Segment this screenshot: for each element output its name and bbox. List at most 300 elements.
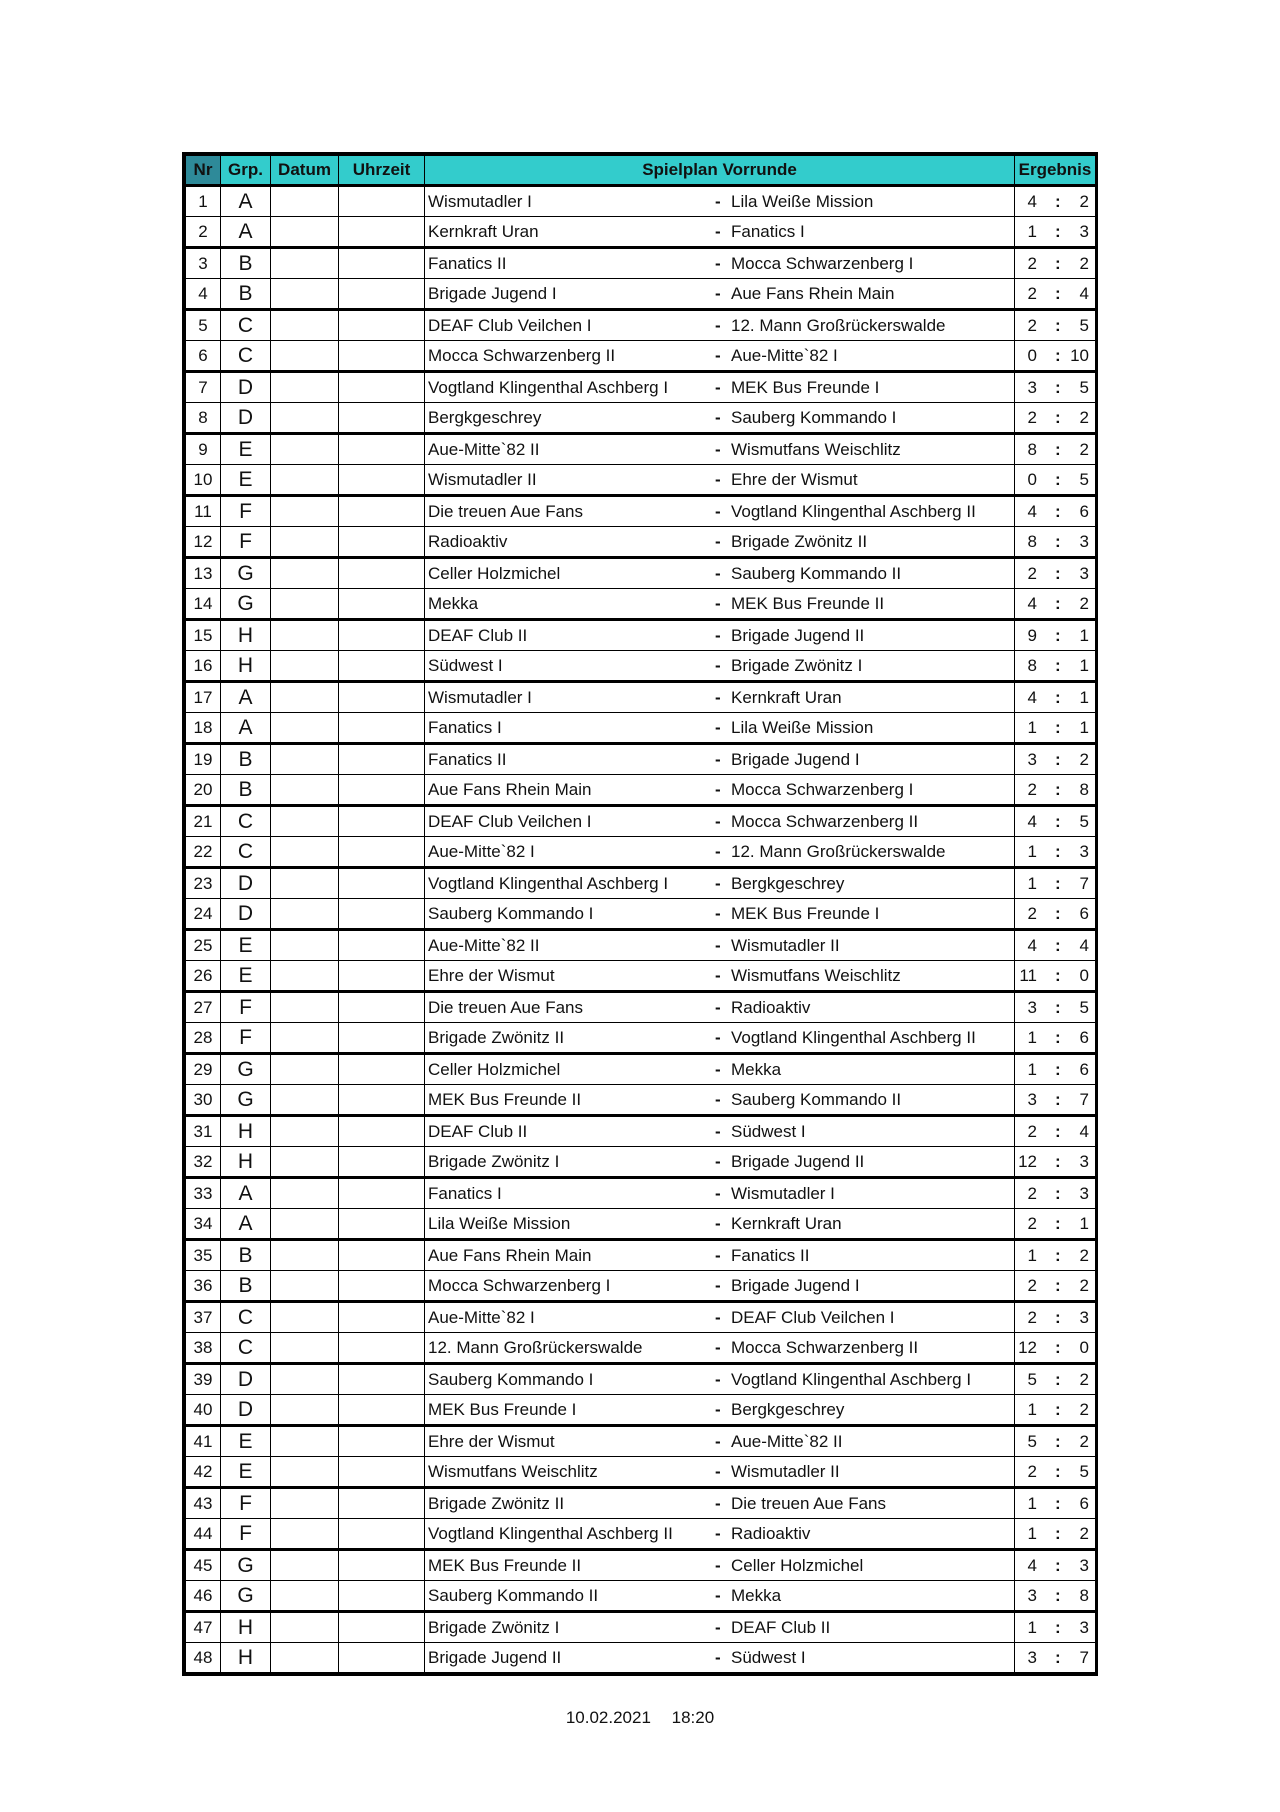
cell-nr: 40	[186, 1395, 221, 1426]
match-separator: -	[715, 1555, 721, 1575]
table-row	[186, 620, 1096, 651]
match-separator: -	[715, 935, 721, 955]
cell-nr: 7	[186, 372, 221, 403]
score-away: 4	[1079, 935, 1089, 955]
cell-match	[425, 1209, 1015, 1240]
cell-uhrzeit	[339, 837, 425, 868]
cell-result	[1015, 279, 1096, 310]
cell-datum	[271, 837, 339, 868]
cell-nr: 6	[186, 341, 221, 372]
score-away: 5	[1079, 811, 1089, 831]
score-home: 12	[1018, 1337, 1037, 1357]
cell-datum	[271, 279, 339, 310]
score-home: 2	[1027, 1213, 1037, 1233]
cell-result	[1015, 1116, 1096, 1147]
match-separator: -	[715, 811, 721, 831]
table-row	[186, 1271, 1096, 1302]
cell-uhrzeit	[339, 1085, 425, 1116]
away-team: Brigade Jugend II	[731, 1151, 865, 1171]
cell-datum	[271, 1209, 339, 1240]
cell-nr: 45	[186, 1550, 221, 1581]
score-away: 2	[1079, 253, 1089, 273]
cell-group: E	[221, 465, 271, 496]
cell-datum	[271, 1581, 339, 1612]
cell-result	[1015, 1457, 1096, 1488]
cell-nr: 41	[186, 1426, 221, 1457]
match-separator: -	[715, 1647, 721, 1667]
score-separator: :	[1055, 1275, 1061, 1295]
cell-result	[1015, 1364, 1096, 1395]
score-away: 1	[1079, 1213, 1089, 1233]
home-team: Aue Fans Rhein Main	[428, 779, 592, 799]
away-team: Sauberg Kommando I	[731, 407, 897, 427]
home-team: Brigade Zwönitz II	[428, 1493, 565, 1513]
cell-match	[425, 868, 1015, 899]
home-team: Vogtland Klingenthal Aschberg II	[428, 1523, 673, 1543]
match-separator: -	[715, 315, 721, 335]
table-row	[186, 1333, 1096, 1364]
cell-uhrzeit	[339, 589, 425, 620]
table-row	[186, 682, 1096, 713]
score-separator: :	[1055, 501, 1061, 521]
match-separator: -	[715, 1337, 721, 1357]
cell-match	[425, 1643, 1015, 1673]
away-team: Wismutadler I	[731, 1183, 835, 1203]
home-team: Mocca Schwarzenberg II	[428, 345, 616, 365]
cell-match	[425, 930, 1015, 961]
score-separator: :	[1055, 1461, 1061, 1481]
cell-match	[425, 1054, 1015, 1085]
home-team: Wismutadler I	[428, 687, 532, 707]
table-row	[186, 961, 1096, 992]
cell-result	[1015, 527, 1096, 558]
cell-datum	[271, 1054, 339, 1085]
score-away: 3	[1079, 563, 1089, 583]
home-team: Kernkraft Uran	[428, 221, 539, 241]
score-home: 1	[1027, 873, 1037, 893]
home-team: Aue-Mitte`82 II	[428, 935, 540, 955]
table-row	[186, 1302, 1096, 1333]
cell-nr: 44	[186, 1519, 221, 1550]
cell-datum	[271, 372, 339, 403]
cell-group: F	[221, 1488, 271, 1519]
cell-match	[425, 1333, 1015, 1364]
home-team: Aue-Mitte`82 I	[428, 841, 535, 861]
cell-group: E	[221, 434, 271, 465]
cell-match	[425, 1488, 1015, 1519]
score-separator: :	[1055, 1121, 1061, 1141]
cell-nr: 38	[186, 1333, 221, 1364]
score-separator: :	[1055, 1183, 1061, 1203]
home-team: Bergkgeschrey	[428, 407, 542, 427]
score-separator: :	[1055, 1493, 1061, 1513]
cell-group: F	[221, 992, 271, 1023]
match-separator: -	[715, 501, 721, 521]
home-team: 12. Mann Großrückerswalde	[428, 1337, 643, 1357]
home-team: Sauberg Kommando II	[428, 1585, 599, 1605]
home-team: DEAF Club II	[428, 625, 528, 645]
home-team: Aue Fans Rhein Main	[428, 1245, 592, 1265]
cell-group: A	[221, 186, 271, 217]
cell-uhrzeit	[339, 558, 425, 589]
score-home: 2	[1027, 253, 1037, 273]
home-team: MEK Bus Freunde II	[428, 1555, 582, 1575]
away-team: Fanatics II	[731, 1245, 810, 1265]
away-team: Bergkgeschrey	[731, 873, 845, 893]
cell-result	[1015, 310, 1096, 341]
cell-nr: 47	[186, 1612, 221, 1643]
cell-result	[1015, 1023, 1096, 1054]
table-row	[186, 713, 1096, 744]
cell-uhrzeit	[339, 1488, 425, 1519]
cell-uhrzeit	[339, 403, 425, 434]
table-row	[186, 868, 1096, 899]
cell-group: H	[221, 1147, 271, 1178]
score-away: 5	[1079, 377, 1089, 397]
score-home: 4	[1027, 935, 1037, 955]
cell-uhrzeit	[339, 1581, 425, 1612]
score-away: 0	[1079, 965, 1089, 985]
score-away: 2	[1079, 1399, 1089, 1419]
cell-nr: 5	[186, 310, 221, 341]
cell-result	[1015, 1240, 1096, 1271]
cell-datum	[271, 775, 339, 806]
score-away: 4	[1079, 283, 1089, 303]
cell-group: B	[221, 775, 271, 806]
score-home: 11	[1019, 965, 1037, 985]
cell-datum	[271, 1643, 339, 1673]
home-team: Mocca Schwarzenberg I	[428, 1275, 611, 1295]
cell-result	[1015, 930, 1096, 961]
cell-datum	[271, 992, 339, 1023]
cell-group: B	[221, 1240, 271, 1271]
score-home: 3	[1027, 1089, 1037, 1109]
cell-nr: 16	[186, 651, 221, 682]
cell-group: H	[221, 651, 271, 682]
footer-time: 18:20	[671, 1708, 715, 1727]
table-row	[186, 558, 1096, 589]
score-away: 5	[1079, 469, 1089, 489]
cell-result	[1015, 992, 1096, 1023]
match-separator: -	[715, 1059, 721, 1079]
score-away: 3	[1079, 1307, 1089, 1327]
score-away: 1	[1079, 717, 1089, 737]
home-team: Ehre der Wismut	[428, 1431, 555, 1451]
cell-nr: 20	[186, 775, 221, 806]
cell-group: G	[221, 1054, 271, 1085]
away-team: DEAF Club Veilchen I	[731, 1307, 895, 1327]
cell-nr: 39	[186, 1364, 221, 1395]
score-away: 2	[1079, 593, 1089, 613]
cell-uhrzeit	[339, 868, 425, 899]
away-team: 12. Mann Großrückerswalde	[731, 841, 946, 861]
match-separator: -	[715, 625, 721, 645]
cell-match	[425, 1271, 1015, 1302]
table-row	[186, 217, 1096, 248]
score-away: 3	[1079, 841, 1089, 861]
table-row	[186, 1550, 1096, 1581]
score-away: 5	[1079, 1461, 1089, 1481]
table-row	[186, 775, 1096, 806]
cell-datum	[271, 1116, 339, 1147]
home-team: Ehre der Wismut	[428, 965, 555, 985]
score-home: 1	[1027, 1523, 1037, 1543]
away-team: Mocca Schwarzenberg I	[731, 253, 914, 273]
match-separator: -	[715, 1121, 721, 1141]
cell-match	[425, 248, 1015, 279]
score-away: 3	[1079, 221, 1089, 241]
cell-nr: 23	[186, 868, 221, 899]
cell-datum	[271, 1023, 339, 1054]
cell-datum	[271, 527, 339, 558]
cell-nr: 2	[186, 217, 221, 248]
score-separator: :	[1055, 1431, 1061, 1451]
score-separator: :	[1055, 965, 1061, 985]
home-team: DEAF Club II	[428, 1121, 528, 1141]
cell-result	[1015, 1519, 1096, 1550]
match-separator: -	[715, 779, 721, 799]
cell-uhrzeit	[339, 465, 425, 496]
table-row	[186, 589, 1096, 620]
cell-group: G	[221, 1085, 271, 1116]
table-row	[186, 279, 1096, 310]
table-row	[186, 341, 1096, 372]
cell-datum	[271, 1147, 339, 1178]
cell-group: D	[221, 1395, 271, 1426]
away-team: Vogtland Klingenthal Aschberg I	[731, 1369, 972, 1389]
schedule-table	[185, 155, 1096, 1673]
away-team: Kernkraft Uran	[731, 1213, 842, 1233]
score-home: 3	[1027, 1647, 1037, 1667]
cell-match	[425, 1023, 1015, 1054]
cell-group: H	[221, 1116, 271, 1147]
cell-group: A	[221, 713, 271, 744]
score-home: 4	[1027, 501, 1037, 521]
table-row	[186, 1364, 1096, 1395]
score-home: 1	[1027, 1493, 1037, 1513]
header-title: Spielplan Vorrunde	[425, 156, 1015, 186]
cell-uhrzeit	[339, 1550, 425, 1581]
score-separator: :	[1055, 1337, 1061, 1357]
cell-nr: 30	[186, 1085, 221, 1116]
cell-match	[425, 1581, 1015, 1612]
away-team: Wismutfans Weischlitz	[731, 439, 901, 459]
score-away: 2	[1079, 1523, 1089, 1543]
match-separator: -	[715, 1275, 721, 1295]
cell-datum	[271, 806, 339, 837]
cell-group: C	[221, 837, 271, 868]
header-datum: Datum	[271, 156, 339, 186]
score-away: 8	[1079, 779, 1089, 799]
cell-match	[425, 279, 1015, 310]
footer-date: 10.02.2021	[565, 1708, 651, 1727]
cell-nr: 8	[186, 403, 221, 434]
score-separator: :	[1055, 811, 1061, 831]
cell-nr: 42	[186, 1457, 221, 1488]
cell-group: E	[221, 961, 271, 992]
cell-match	[425, 434, 1015, 465]
cell-datum	[271, 1488, 339, 1519]
score-separator: :	[1055, 687, 1061, 707]
score-home: 1	[1027, 1617, 1037, 1637]
cell-group: D	[221, 1364, 271, 1395]
cell-nr: 9	[186, 434, 221, 465]
cell-match	[425, 1302, 1015, 1333]
cell-uhrzeit	[339, 775, 425, 806]
cell-group: A	[221, 217, 271, 248]
cell-match	[425, 1085, 1015, 1116]
cell-datum	[271, 1612, 339, 1643]
cell-result	[1015, 434, 1096, 465]
cell-result	[1015, 1209, 1096, 1240]
cell-group: H	[221, 1612, 271, 1643]
score-separator: :	[1055, 191, 1061, 211]
cell-match	[425, 310, 1015, 341]
home-team: Wismutadler II	[428, 469, 537, 489]
cell-datum	[271, 1271, 339, 1302]
cell-uhrzeit	[339, 279, 425, 310]
home-team: Celler Holzmichel	[428, 1059, 561, 1079]
match-separator: -	[715, 531, 721, 551]
cell-uhrzeit	[339, 961, 425, 992]
home-team: Lila Weiße Mission	[428, 1213, 571, 1233]
cell-uhrzeit	[339, 1116, 425, 1147]
score-away: 3	[1079, 531, 1089, 551]
table-row	[186, 465, 1096, 496]
score-separator: :	[1055, 717, 1061, 737]
table-row	[186, 1643, 1096, 1673]
table-row	[186, 806, 1096, 837]
away-team: Mocca Schwarzenberg I	[731, 779, 914, 799]
cell-match	[425, 1519, 1015, 1550]
cell-nr: 15	[186, 620, 221, 651]
table-row	[186, 1023, 1096, 1054]
cell-result	[1015, 1333, 1096, 1364]
cell-datum	[271, 651, 339, 682]
cell-result	[1015, 775, 1096, 806]
cell-match	[425, 992, 1015, 1023]
score-away: 7	[1079, 1089, 1089, 1109]
score-home: 4	[1027, 811, 1037, 831]
table-row	[186, 992, 1096, 1023]
score-away: 3	[1079, 1555, 1089, 1575]
cell-nr: 24	[186, 899, 221, 930]
home-team: MEK Bus Freunde II	[428, 1089, 582, 1109]
table-row	[186, 434, 1096, 465]
score-away: 3	[1079, 1617, 1089, 1637]
cell-group: B	[221, 1271, 271, 1302]
score-away: 3	[1079, 1151, 1089, 1171]
cell-datum	[271, 1519, 339, 1550]
cell-match	[425, 186, 1015, 217]
score-home: 2	[1027, 1275, 1037, 1295]
score-home: 3	[1027, 377, 1037, 397]
away-team: Sauberg Kommando II	[731, 563, 902, 583]
cell-nr: 31	[186, 1116, 221, 1147]
table-row	[186, 1209, 1096, 1240]
cell-uhrzeit	[339, 1271, 425, 1302]
away-team: Aue-Mitte`82 II	[731, 1431, 843, 1451]
cell-result	[1015, 186, 1096, 217]
score-home: 1	[1027, 841, 1037, 861]
home-team: Sauberg Kommando I	[428, 903, 594, 923]
cell-result	[1015, 589, 1096, 620]
cell-result	[1015, 372, 1096, 403]
away-team: Wismutadler II	[731, 1461, 840, 1481]
cell-result	[1015, 217, 1096, 248]
home-team: MEK Bus Freunde I	[428, 1399, 577, 1419]
cell-datum	[271, 1395, 339, 1426]
home-team: DEAF Club Veilchen I	[428, 315, 592, 335]
score-separator: :	[1055, 531, 1061, 551]
score-home: 5	[1027, 1431, 1037, 1451]
away-team: MEK Bus Freunde II	[731, 593, 885, 613]
away-team: MEK Bus Freunde I	[731, 377, 880, 397]
cell-uhrzeit	[339, 1302, 425, 1333]
cell-match	[425, 899, 1015, 930]
cell-datum	[271, 1457, 339, 1488]
cell-nr: 43	[186, 1488, 221, 1519]
home-team: Aue-Mitte`82 II	[428, 439, 540, 459]
score-home: 4	[1027, 687, 1037, 707]
cell-result	[1015, 1488, 1096, 1519]
away-team: 12. Mann Großrückerswalde	[731, 315, 946, 335]
match-separator: -	[715, 997, 721, 1017]
score-away: 6	[1079, 1493, 1089, 1513]
home-team: Die treuen Aue Fans	[428, 997, 583, 1017]
table-row	[186, 1085, 1096, 1116]
cell-nr: 29	[186, 1054, 221, 1085]
cell-match	[425, 651, 1015, 682]
cell-datum	[271, 682, 339, 713]
cell-nr: 28	[186, 1023, 221, 1054]
home-team: Brigade Zwönitz I	[428, 1617, 560, 1637]
cell-group: E	[221, 1426, 271, 1457]
score-separator: :	[1055, 841, 1061, 861]
cell-uhrzeit	[339, 930, 425, 961]
match-separator: -	[715, 717, 721, 737]
away-team: Mocca Schwarzenberg II	[731, 811, 919, 831]
cell-uhrzeit	[339, 682, 425, 713]
score-away: 2	[1079, 1431, 1089, 1451]
table-row	[186, 837, 1096, 868]
cell-result	[1015, 620, 1096, 651]
cell-result	[1015, 682, 1096, 713]
match-separator: -	[715, 283, 721, 303]
cell-result	[1015, 558, 1096, 589]
cell-datum	[271, 496, 339, 527]
cell-datum	[271, 186, 339, 217]
cell-datum	[271, 1426, 339, 1457]
home-team: Mekka	[428, 593, 479, 613]
table-row	[186, 186, 1096, 217]
away-team: MEK Bus Freunde I	[731, 903, 880, 923]
table-row	[186, 248, 1096, 279]
cell-uhrzeit	[339, 1240, 425, 1271]
home-team: Vogtland Klingenthal Aschberg I	[428, 873, 669, 893]
score-home: 1	[1027, 1245, 1037, 1265]
cell-result	[1015, 465, 1096, 496]
home-team: Brigade Zwönitz I	[428, 1151, 560, 1171]
home-team: Fanatics I	[428, 717, 502, 737]
cell-group: F	[221, 527, 271, 558]
match-separator: -	[715, 439, 721, 459]
match-separator: -	[715, 1523, 721, 1543]
score-separator: :	[1055, 1307, 1061, 1327]
match-separator: -	[715, 407, 721, 427]
table-row	[186, 1116, 1096, 1147]
match-separator: -	[715, 1493, 721, 1513]
